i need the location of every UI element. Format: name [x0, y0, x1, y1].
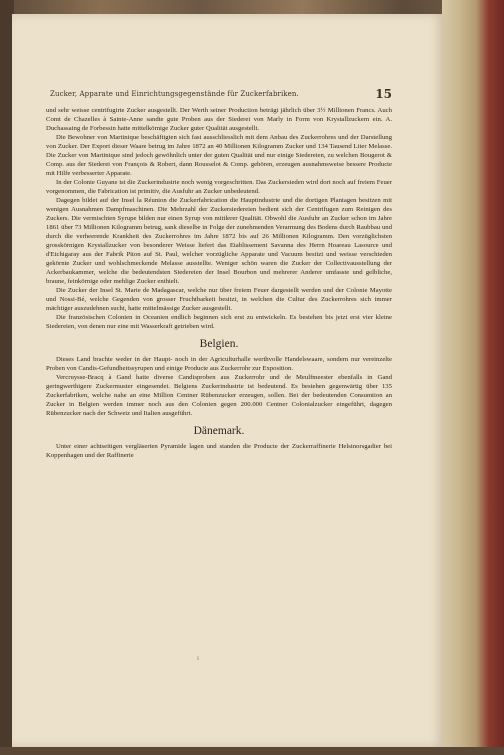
page-number: 15 — [375, 87, 392, 101]
paragraph: Die Bewohner von Martinique beschäftigten sich fast ausschliesslich mit dem Anbau des Zuckerrohres und der Darstellung von Zucker. Der Export dieser Waare betrug im Jahre 1872 an 40 Millionen Kilogramm Zucker und 134 Tausend Liter Melasse. Die Zucker von Martinique sind jedoch gewöhnlich unter der guten Qualität und nur einige Siedereien, zu welchen Bougerot & Comp. aus der Siederei von François & Robert, dann Rousselot & Comp. gehören, erzeugen ausnahmsweise bessere Producte mit Hilfe verbesserter Apparate. — [46, 134, 392, 177]
paragraph: und sehr weisse centrifugirte Zucker ausgestellt. Der Werth seiner Production beträgt jährlich über 3½ Millionen Francs. Auch Comt de Chazelles à Sainte-Anne sandte gute Proben aus der Siederei von Marly in Form von Krystallzuckern ein. A. Duchassaing de Forbessin hatte mittelkörnige Zucker guter Qualität ausgestellt. — [46, 107, 392, 132]
paragraph: Vercruysse-Bracq à Gand hatte diverse Candisproben aus Zuckerrohr und de Meulfmeester ebenfalls in Gand geringwerthigere Zuckermuster eingesendet. Belgiens Zuckerindustrie ist bedeutend. Es bestehen gegenwärtig über 135 Zuckerfabriken, welche nahe an eine Million Centner Rübenzucker erzeugen, sollen. Bei der bedeutenden Consumtion an Zucker in Belgien werden immer noch aus den Colonien gegen 200.000 Centner Colonialzucker eingeführt, dagegen Rübenzucker nach der Schweiz und Italien ausgeführt. — [46, 374, 392, 417]
footer-mark: ı — [197, 655, 199, 662]
paragraph: Die französischen Colonien in Oceanien endlich beginnen sich erst zu entwickeln. Es bestehen bis jetzt erst vier kleine Siedereien, von denen nur eine mit Wasserkraft getrieben wird. — [46, 314, 392, 330]
paragraph: Dieses Land brachte weder in der Haupt- noch in der Agriculturhalle werthvolle Handelswaare, sondern nur vereinzelte Proben von Candis-Gefundheitssyrupen und einige Producte aus Zuckerrohr zur Exposition. — [46, 356, 392, 372]
book-page — [12, 14, 444, 747]
book-bottom-edge — [0, 747, 504, 755]
paragraph: In der Colonie Guyane ist die Zuckerindustrie noch wenig vorgeschritten. Das Zuckersieden wird dort noch auf freiem Feuer vorgenommen, die Fabrication ist primitiv, die Ausfuhr an Zucker unbedeutend. — [46, 179, 392, 195]
paragraph: Die Zucker der Insel St. Marie de Madagascar, welche nur über freiem Feuer dargestellt werden und der Colonie Mayotte und Nossi-Bé, welche Gegenden von grosser Fruchtbarkeit besitzt, in welchen die Cultur des Zuckerrohres sich immer mächtiger auszudehnen sucht, hatte mittelmässige Zucker ausgestellt. — [46, 287, 392, 312]
section-heading-daenemark: Dänemark. — [193, 425, 245, 437]
section-heading-belgien: Belgien. — [199, 338, 239, 350]
paragraph: Dagegen bildet auf der Insel la Réunion die Zuckerfabrication die Hauptindustrie und die dortigen Plantagen besitzen mit wenigen Ausnahmen Dampfmaschinen. Die Mehrzahl der Zuckersiedereien bedient sich der Centrifugen zum Reinigen des Zuckers. Die vermischten Syrupe bilden nur einen Syrup von mittlerer Qualität. Obwohl die Ausfuhr an Zucker schon im Jahre 1861 über 73 Millionen Kilogramm betrug, sank dieselbe in Folge der zunehmenden Verarmung des Bodens durch Raubbau und durch die verheerende Krankheit des Zuckerrohres im Jahre 1872 bis auf 26 Millionen Kilogramm. Den vorzüglichsten grosskörnigen Krystallzucker von besonderer Weisse liefert das Etablissement Savanna des Herrn Hoareau Lasource und d'Etchigaray aus der Fabrik Piton auf St. Paul, welcher vorzügliche Apparate und Vacuum besitzt und weisse verschieden gekörnte Zucker und wohlschmeckende Melasse ausstellte. Weniger schön waren die Zucker der Collectivausstellung der Ackerbaukammer, welche die bedeutendsten Siedereien der Insel Bourbon und mehrerer Anderer umfasste und gelbliche, braune, feinkörnige oder mehlige Zucker enthielt. — [46, 197, 392, 285]
running-title: Zucker, Apparate und Einrichtungsgegenstände für Zuckerfabriken. — [50, 90, 299, 98]
paragraph: Unter einer achtseitigen vergläserten Pyramide lagen und standen die Producte der Zuckerraffinerie Helsinorsgadier bei Koppenhagen und der Raffinerie — [46, 443, 392, 459]
page-body — [46, 106, 392, 460]
book-binding — [442, 0, 504, 755]
